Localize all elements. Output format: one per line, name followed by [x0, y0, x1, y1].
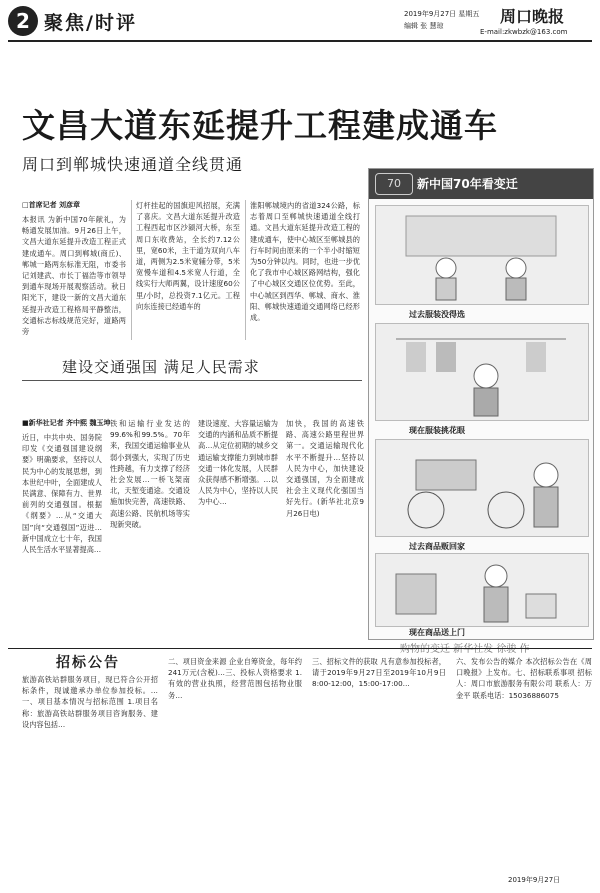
headline: 文昌大道东延提升工程建成通车 [22, 106, 498, 145]
notice-date: 2019年9月27日 [508, 876, 561, 884]
commentary-byline: ■新华社记者 齐中熙 魏玉坤 [22, 419, 111, 427]
clothing-shop-drawing [376, 206, 588, 304]
issue-meta [404, 8, 479, 32]
commentary-rule [22, 380, 362, 381]
panel-caption-2: 现在服装挑花眼 [409, 426, 465, 435]
illustration-banner: 新中国70年看变迁 [369, 169, 593, 199]
section-title: 聚焦/时评 [44, 12, 137, 34]
paper-name: 周口晚报 [500, 7, 565, 26]
clothing-rack-drawing [376, 324, 588, 420]
illustration-panel-4 [375, 553, 589, 627]
commentary-banner: 建设交通强国 满足人民需求 [62, 358, 260, 376]
illustration-panel-2 [375, 323, 589, 421]
header-rule [8, 40, 592, 42]
commentary-column-4: 加快，我国的高速铁路、高速公路里程世界第一。交通运输现代化水平不断提升…坚持以人民为中心，加快建设交通强国，为全面建成社会主义现代化强国当好先行。(新华社北京9月26日电) [286, 419, 364, 518]
illustration-panel-1 [375, 205, 589, 305]
chinese-70-logo: 70 [375, 173, 413, 195]
date-line: 2019年9月27日 星期五 [404, 10, 480, 18]
commentary-column-3: 建设速度、大容量运输为交通的内涵和品质不断提高…从定位初期的城乡交通运输支撑能力到城市群交通一体化发展，人民群众获得感不断增强。…以人民为中心，坚持以人民为中心… [198, 419, 278, 507]
notice-column-1: 旅游高铁站群服务项目，现已符合公开招标条件，现诚邀承办单位参加投标。…一、项目基本情况与招标范围 1.项目名称：旅游高铁站群服务项目咨询服务、建设内容包括… [22, 675, 158, 729]
panel-caption-1: 过去服装没得选 [409, 310, 465, 319]
commentary-column-1: 近日，中共中央、国务院印发《交通强国建设纲要》明确要求，坚持以人民为中心的发展思想，到本世纪中叶，全面建成人民满意、保障有力、世界前列的交通强国。根据《纲要》…从“交通大国”向“交通强国”迈进…新中国成立七十年，我国人民生活水平显著提高… [22, 433, 102, 555]
bicycle-drawing [376, 440, 588, 536]
notice-column-4: 六、发布公告的媒介 本次招标公告在《周口晚报》上发布。七、招标联系事项 招标人：周口市旅游服务有限公司 联系人：万金平 联系电话：15036886075 [456, 657, 592, 700]
panel-caption-4: 现在商品送上门 [409, 628, 465, 637]
article-column-3: 淮阳郸城境内的省道324公路，标志着周口至郸城快速通道全线打通。文昌大道东延提升改造工程的建成通车，使中心城区至郸城县的行车时间由原来的一个半小时缩短为50分钟以内。同时，也进一步优化了我市中心城区路网结构，强化了中心城区交通区位优势。至此，中心城区到西华、郸城、商水、淮阳、郸城快速通道交通网络已经形成。 [250, 201, 360, 323]
subhead: 周口到郸城快速通道全线贯通 [22, 155, 244, 174]
column-divider [131, 200, 132, 340]
illustration-panel-3 [375, 439, 589, 537]
panel-caption-3: 过去商品贩回家 [409, 542, 465, 551]
article-byline: □首席记者 刘彦章 [22, 201, 81, 209]
notice-title: 招标公告 [56, 655, 120, 671]
email: E-mail:zkwbzk@163.com [480, 28, 568, 36]
article-column-2: 灯杆挂起的国旗迎风招展，充满了喜庆。文昌大道东延提升改造工程西起市区沙颍河大桥，东至周口东收费站，全长约7.12公里，宽60米，主干道为双向八车道，两侧为2.5米宽辅分带，5米宽慢车道和4.5米宽人行道，全线实行大师两翼，设计速度60公里/小时，总投资7.1亿元。工程向东连接已经通车的 [136, 201, 240, 311]
column-divider [245, 200, 246, 340]
section-number-badge: 2 [8, 6, 38, 36]
editor-line: 编辑 张 慧琼 [404, 22, 444, 30]
notice-column-3: 三、招标文件的获取 凡有意参加投标者，请于2019年9月27日至2019年10月9日8:00-12:00，15:00-17:00… [312, 657, 446, 689]
notice-column-2: 二、项目资金来源 企业自筹资金，每年约241万元(含税)…三、投标人资格要求 1.有效的营业执照，经营范围包括物业服务… [168, 657, 302, 700]
cartoon-illustration [368, 168, 594, 640]
delivery-drawing [376, 554, 588, 626]
commentary-column-2: 铁和运输行业发达的99.6%和99.5%。70年来，我国交通运输事业从弱小到强大，实现了历史性跨越，有力支撑了经济社会发展…一桥飞架南北，天堑变通途。交通设施加快完善，高速铁路、高速公路、民航机场等实现新突破。 [110, 419, 190, 529]
article-column-1: 本报讯 为新中国70年献礼，为畅通发展加油。9月26日上午，文昌大道东延提升改造工程正式建成通车。周口到郸城(商丘)、郸城一路两东标准无阻，市委书记刘建武、市长丁福浩等市领导到通车现场开展观察活动。秋日阳光下，建设一新的文昌大道东延提升改造工程格局平静整洁，交通标志标线规范完好，道路两旁 [22, 215, 126, 337]
notice-rule [8, 648, 592, 649]
illustration-credit: 购物的变迁 新华社发 徐骏 作 [400, 644, 530, 655]
